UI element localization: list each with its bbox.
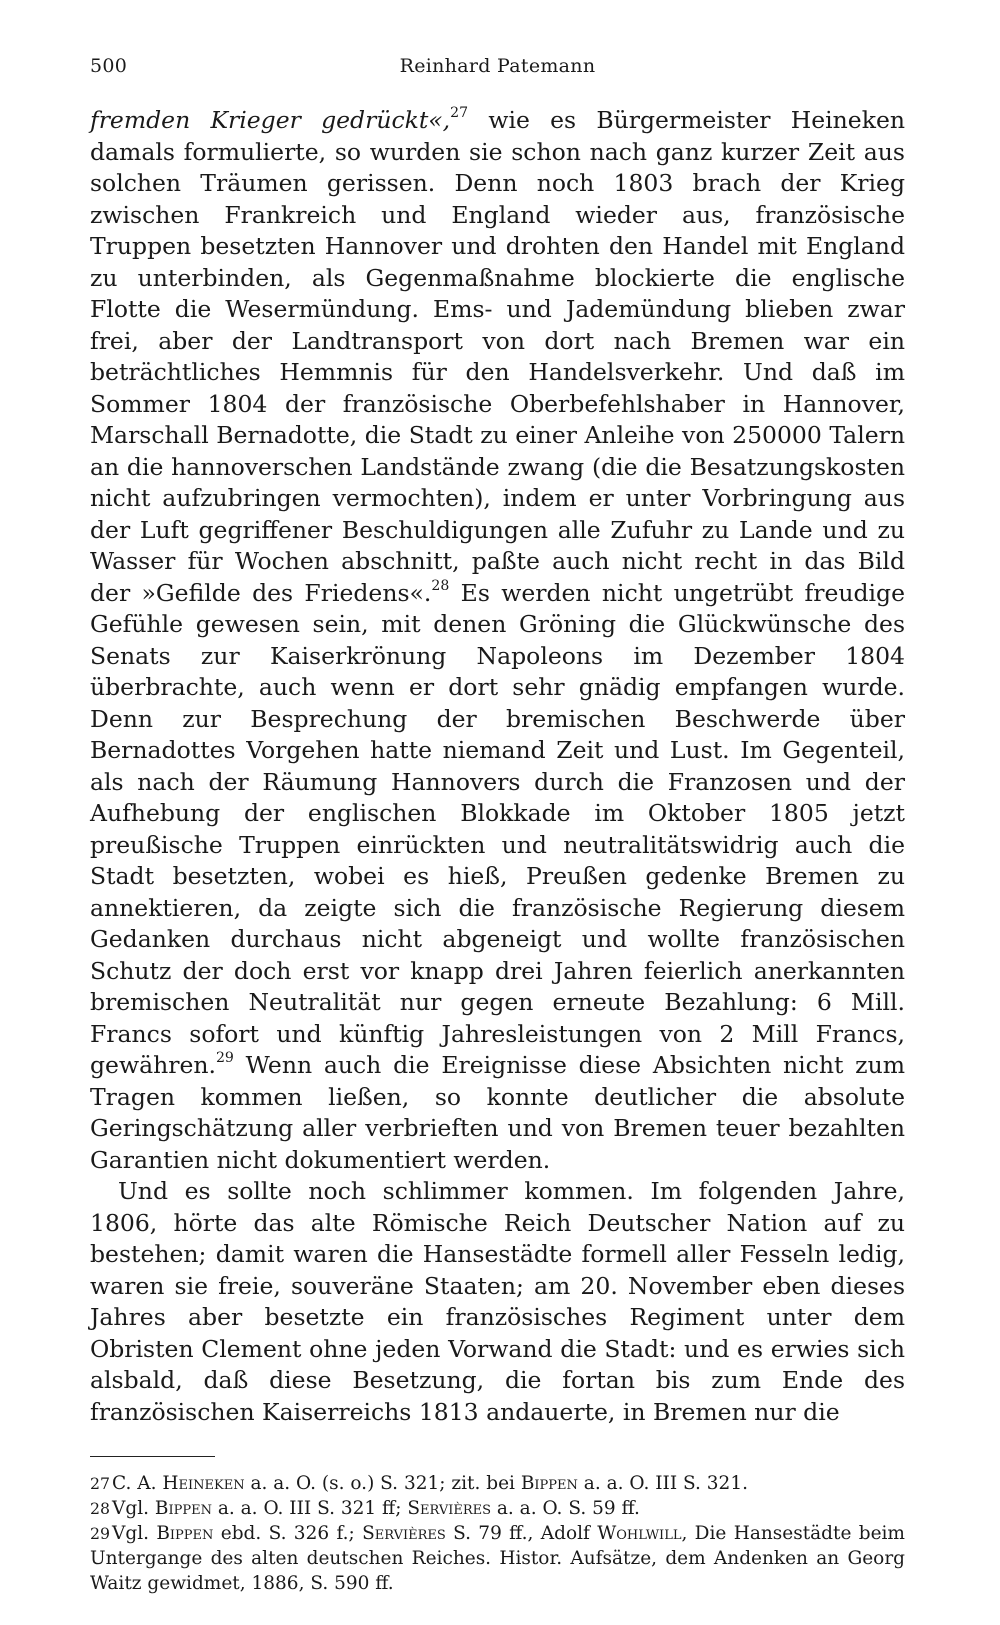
- paragraph-1-text-b: Es werden nicht ungetrübt freudige Gefühle gewesen sein, mit denen Gröning die Glückwünsche des Senats zur Kaiserkrönung Napoleons im Dezember 1804 überbrachte, auch wenn er dort sehr gnädig empfangen wurde. Denn zur Besprechung der bremischen Beschwerde über Bernadottes Vorgehen hatte niemand Zeit und Lust. Im Gegenteil, als nach der Räumung Hannovers durch die Franzosen und der Aufhebung der englischen Blokkade im Oktober 1805 jetzt preußische Truppen einrückten und neutralitätswidrig auch die Stadt besetzten, wobei es hieß, Preußen gedenke Bremen zu annektieren, da zeigte sich die französische Regierung diesem Gedanken durchaus nicht abgeneigt und wollte französischen Schutz der doch erst vor knapp drei Jahren feierlich anerkannten bremischen Neutralität nur gegen erneute Bezahlung: 6 Mill. Francs sofort und künftig Jahresleistungen von 2 Mill Francs, gewähren.: [90, 578, 905, 1079]
- footnote-text: Vgl.: [112, 1498, 155, 1519]
- footnote-text: S. 79 ff., Adolf: [445, 1523, 598, 1544]
- footnote-28: [90, 1496, 905, 1521]
- author-name: Heineken: [162, 1473, 245, 1494]
- paragraph-1: [90, 105, 905, 1176]
- author-name: Servières: [407, 1498, 492, 1519]
- author-name: Bippen: [156, 1523, 214, 1544]
- footnote-text: a. a. O. (s. o.) S. 321; zit. bei: [244, 1473, 521, 1494]
- author-name: Servières: [362, 1523, 446, 1544]
- footnote-29: [90, 1521, 905, 1596]
- footnote-text: ebd. S. 326 f.;: [213, 1523, 363, 1544]
- footnote-text: , Die Hansestädte beim Untergange des alten deutschen Reiches. Histor. Aufsätze, dem Andenken an Georg Waitz gewidmet, 1886, S. 590 ff.: [90, 1523, 905, 1594]
- footnote-text: a. a. O. III S. 321.: [577, 1473, 748, 1494]
- footnotes: [90, 1471, 905, 1596]
- footnote-text: C. A.: [112, 1473, 163, 1494]
- paragraph-1-text-c: Wenn auch die Ereignisse diese Absichten nicht zum Tragen kommen ließen, so konnte deutlicher die absolute Geringschätzung aller verbrieften und von Bremen teuer bezahlten Garantien nicht dokumentiert werden.: [90, 1051, 905, 1174]
- footnote-ref-29[interactable]: 29: [215, 1050, 234, 1067]
- footnote-ref-28[interactable]: 28: [431, 577, 450, 594]
- document-page: [90, 55, 905, 1596]
- footnote-text: a. a. O. S. 59 ff.: [491, 1498, 640, 1519]
- footnote-divider: [90, 1456, 215, 1457]
- footnote-number: 28: [90, 1499, 111, 1518]
- author-name: Bippen: [154, 1498, 212, 1519]
- footnote-text: a. a. O. III S. 321 ff;: [211, 1498, 408, 1519]
- author-name: Bippen: [520, 1473, 578, 1494]
- footnote-27: [90, 1471, 905, 1496]
- quote-italic: fremden Krieger gedrückt«,: [90, 106, 451, 134]
- page-number: 500: [90, 55, 128, 77]
- page-header: [90, 55, 905, 85]
- footnote-ref-27[interactable]: 27: [450, 105, 469, 122]
- paragraph-1-text-a: wie es Bürgermeister Heineken damals formulierte, so wurden sie schon nach ganz kurzer Zeit aus solchen Träumen gerissen. Denn noch 1803 brach der Krieg zwischen Frankreich und England wieder aus, französische Truppen besetzten Hannover und drohten den Handel mit England zu unterbinden, als Gegenmaßnahme blockierte die englische Flotte die Wesermündung. Ems- und Jademündung blieben zwar frei, aber der Landtransport von dort nach Bremen war ein beträchtliches Hemmnis für den Handelsverkehr. Und daß im Sommer 1804 der französische Oberbefehlshaber in Hannover, Marschall Bernadotte, die Stadt zu einer Anleihe von 250000 Talern an die hannoverschen Landstände zwang (die die Besatzungskosten nicht aufzubringen vermochten), indem er unter Vorbringung aus der Luft gegriffener Beschuldigungen alle Zufuhr zu Lande und zu Wasser für Wochen abschnitt, paßte auch nicht recht in das Bild der »Gefilde des Friedens«.: [90, 106, 905, 607]
- author-name: Wohlwill: [597, 1523, 682, 1544]
- running-head: Reinhard Patemann: [399, 55, 596, 77]
- footnote-number: 27: [90, 1474, 111, 1493]
- body-text: [90, 105, 905, 1428]
- footnote-number: 29: [90, 1524, 111, 1543]
- paragraph-2: Und es sollte noch schlimmer kommen. Im folgenden Jahre, 1806, hörte das alte Römische Reich Deutscher Nation auf zu bestehen; damit waren die Hansestädte formell aller Fesseln ledig, waren sie freie, souveräne Staaten; am 20. November eben dieses Jahres aber besetzte ein französisches Regiment unter dem Obristen Clement ohne jeden Vorwand die Stadt: und es erwies sich alsbald, daß diese Besetzung, die fortan bis zum Ende des französischen Kaiserreichs 1813 andauerte, in Bremen nur die: [90, 1177, 905, 1426]
- footnote-text: Vgl.: [112, 1523, 157, 1544]
